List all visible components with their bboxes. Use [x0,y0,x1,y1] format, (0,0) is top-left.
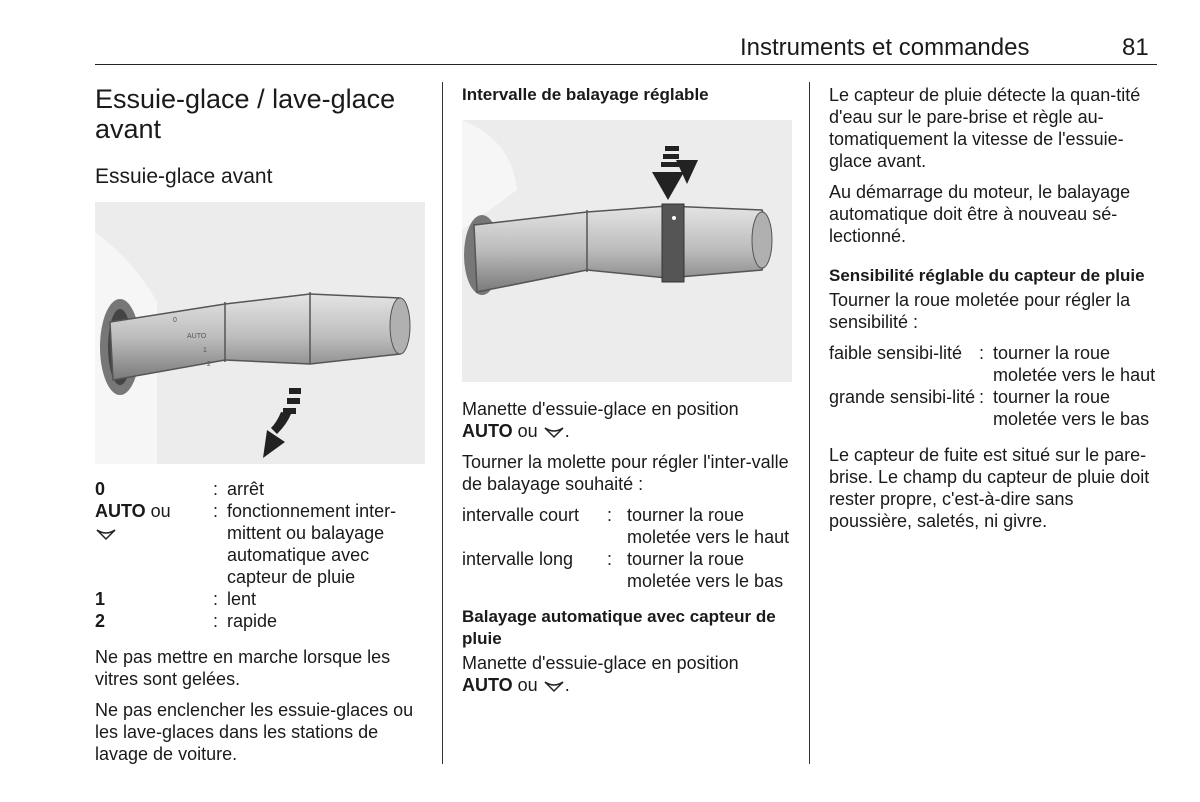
paragraph: Ne pas enclencher les essuie-glaces ou les lave-glaces dans les stations de lavage de voiture. [95,700,414,764]
column-3 [829,84,1159,541]
arrow-down-icon [652,146,698,200]
position-sep: : [213,589,219,609]
interval-term: intervalle long [462,549,574,569]
lever-label-two: 2 [207,361,211,368]
position-sep: : [213,479,219,499]
paragraph-text: Manette d'essuie-glace en position [462,653,739,673]
paragraph: Le capteur de fuite est situé sur le pare-brise. Le champ du capteur de pluie doit rester propre, c'est-à-dire sans poussière, saletés, ni givre. [829,445,1150,531]
interval-list [462,504,792,592]
paragraph: Tourner la roue moletée pour régler la sensibilité : [829,290,1131,332]
interval-desc: tourner la roue moletée vers le bas [627,549,784,591]
sensitivity-sep: : [979,387,985,407]
column-divider-2 [809,82,810,764]
paragraph: Le capteur de pluie détecte la quan-tité d'eau sur le pare-brise et règle au-tomatiquement la vitesse de l'essuie-glace avant. [829,85,1141,171]
position-desc: fonctionnement inter-mittent ou balayage automatique avec capteur de pluie [227,501,397,587]
position-term-ou: ou [145,501,171,521]
page-header-title: Instruments et commandes [740,34,1030,61]
wiper-lever-illustration [95,202,425,464]
period: . [564,421,570,441]
paragraph-text: Manette d'essuie-glace en position [462,399,739,419]
paragraph: Ne pas mettre en marche lorsque les vitres sont gelées. [95,647,391,689]
column-1 [95,84,425,774]
paragraph [462,398,792,442]
column-2 [462,84,792,705]
position-term: 2 [95,611,106,631]
header-rule [95,64,1157,65]
interval-desc: tourner la roue moletée vers le haut [627,505,790,547]
section-title: Essuie-glace / lave-glace avant [95,84,396,144]
paragraph: Tourner la molette pour régler l'inter-valle de balayage souhaité : [462,452,789,494]
ou-text: ou [512,421,543,441]
position-sep: : [213,611,219,631]
sensitivity-term: grande sensibi-lité [829,387,976,407]
lever-label-one: 1 [203,347,207,354]
position-sep: : [213,501,219,521]
sensitivity-sep: : [979,343,985,363]
column-divider-1 [442,82,443,764]
position-term: 0 [95,479,106,499]
sensitivity-list [829,342,1159,430]
subsection-title: Essuie-glace avant [95,165,273,188]
subheading: Sensibilité réglable du capteur de pluie [829,266,1145,285]
sensitivity-desc: tourner la roue moletée vers le haut [993,343,1156,385]
arrow-down-icon [263,388,301,458]
interval-term: intervalle court [462,505,580,525]
interval-sep: : [607,505,613,525]
lever-label-zero: 0 [173,317,177,324]
auto-label: AUTO [462,675,513,695]
wiper-auto-icon [95,527,117,541]
position-desc: lent [227,589,257,609]
interval-sep: : [607,549,613,569]
page-number: 81 [1122,34,1149,61]
lever-label-auto: AUTO [187,333,207,340]
sensitivity-term: faible sensibi-lité [829,343,963,363]
subheading: Intervalle de balayage réglable [462,85,709,104]
paragraph: Au démarrage du moteur, le balayage automatique doit être à nouveau sé-lectionné. [829,182,1131,246]
sensitivity-desc: tourner la roue moletée vers le bas [993,387,1150,429]
position-desc: rapide [227,611,278,631]
position-term [95,500,213,588]
wiper-thumbwheel-illustration [462,120,792,382]
position-term-auto: AUTO [95,501,146,521]
auto-label: AUTO [462,421,513,441]
wiper-positions-list [95,478,425,632]
subheading: Balayage automatique avec capteur de pluie [462,607,776,648]
wiper-auto-icon [543,425,565,439]
position-desc: arrêt [227,479,265,499]
ou-text: ou [512,675,543,695]
wiper-auto-icon [543,679,565,693]
period: . [564,675,570,695]
position-term: 1 [95,589,106,609]
paragraph [462,652,792,696]
